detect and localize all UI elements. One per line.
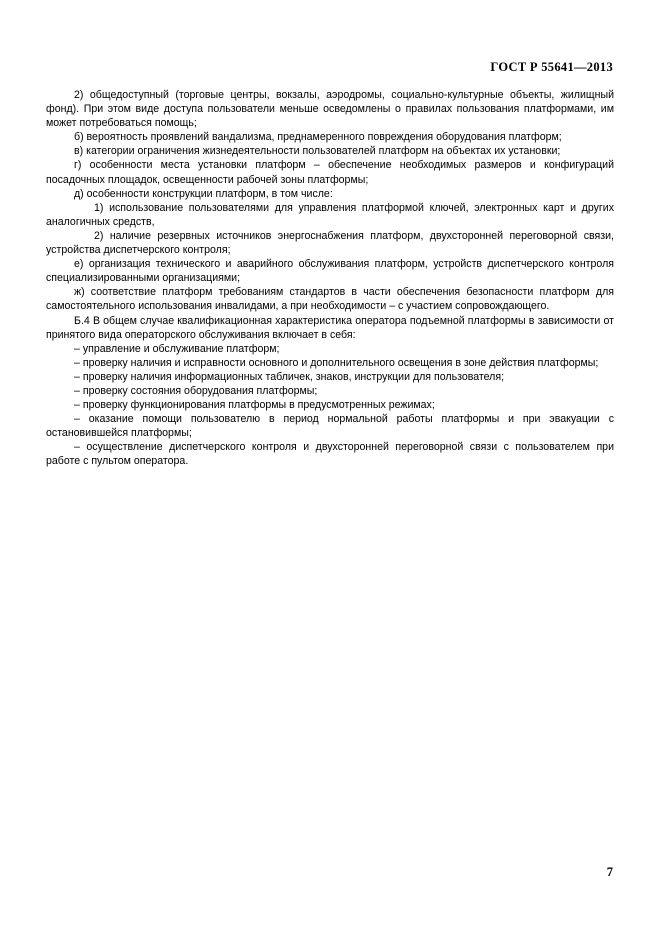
document-body <box>46 88 614 469</box>
body-paragraph: 2) наличие резервных источников энергоснабжения платформ, двухсторонней переговорной связи, устройства диспетчерского контроля; <box>46 229 614 257</box>
body-paragraph: б) вероятность проявлений вандализма, преднамеренного повреждения оборудования платформ; <box>74 131 562 144</box>
body-paragraph: в) категории ограничения жизнедеятельности пользователей платформ на объектах их установки; <box>74 145 561 158</box>
body-paragraph: 1) использование пользователями для управления платформой ключей, электронных карт и других аналогичных средств, <box>46 201 614 228</box>
body-paragraph: – проверку функционирования платформы в предусмотренных режимах; <box>74 399 435 412</box>
body-paragraph: – осуществление диспетчерского контроля и двухсторонней переговорной связи с пользователем при работе с пультом оператора. <box>46 441 614 468</box>
body-paragraph: ж) соответствие платформ требованиям стандартов в части обеспечения безопасности платформ для самостоятельного использования инвалидами, а при необходимости – с участием сопровождающего. <box>46 286 614 313</box>
body-paragraph: – управление и обслуживание платформ; <box>74 342 280 355</box>
body-paragraph: Б.4 В общем случае квалификационная характеристика оператора подъемной платформы в зависимости от принятого вида операторского обслуживания включает в себя: <box>46 314 614 341</box>
body-paragraph: – проверку наличия и исправности основного и дополнительного освещения в зоне действия платформы; <box>74 356 599 369</box>
page-header-standard-number: ГОСТ Р 55641—2013 <box>490 60 613 74</box>
body-paragraph: д) особенности конструкции платформ, в том числе: <box>74 187 333 200</box>
body-paragraph: г) особенности места установки платформ – обеспечение необходимых размеров и конфигураций посадочных площадок, освещенности рабочей зоны платформы; <box>46 159 614 186</box>
body-paragraph: е) организация технического и аварийного обслуживания платформ, устройств диспетчерского контроля специализированными организациями; <box>46 258 614 285</box>
body-paragraph: 2) общедоступный (торговые центры, вокзалы, аэродромы, социально-культурные объекты, жилищный фонд). При этом виде доступа пользователи меньше осведомлены о правилах пользования платформами, им может потребоваться помощь; <box>46 89 614 130</box>
body-paragraph: – проверку наличия информационных табличек, знаков, инструкции для пользователя; <box>74 370 505 383</box>
page-number: 7 <box>606 865 613 879</box>
body-paragraph: – оказание помощи пользователю в период нормальной работы платформы и при эвакуации с остановившейся платформы; <box>46 413 614 440</box>
body-paragraph: – проверку состояния оборудования платформы; <box>74 384 318 397</box>
